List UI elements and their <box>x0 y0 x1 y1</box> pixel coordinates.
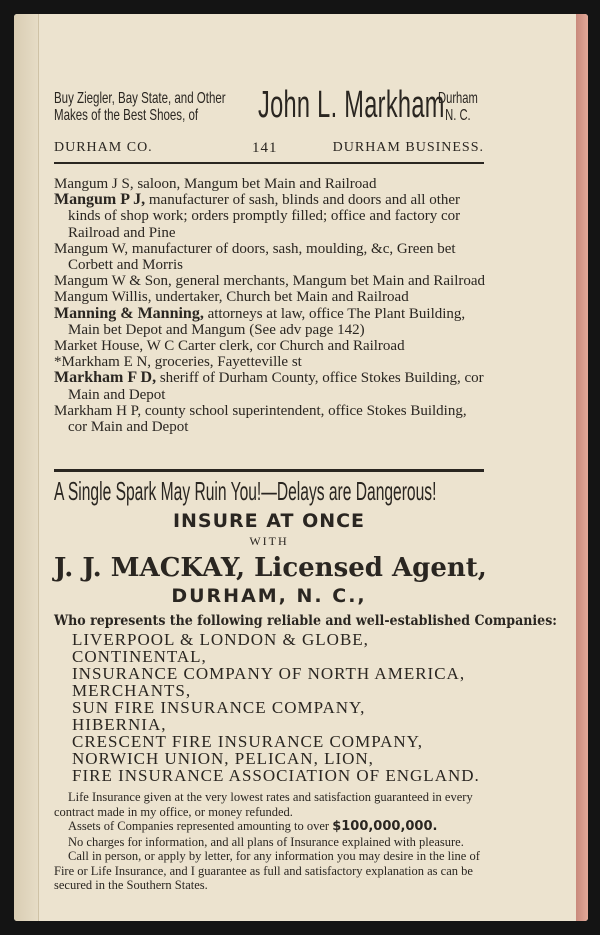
book-page <box>14 14 588 921</box>
advertisement-header <box>54 84 484 134</box>
directory-entry: Mangum W & Son, general merchants, Mangum bet Main and Railroad <box>54 273 486 290</box>
ad-headline: A Single Spark May Ruin You!—Delays are Dangerous! <box>54 476 437 506</box>
ad-agent-name: J. J. MACKAY, Licensed Agent, <box>54 553 487 583</box>
directory-entry: Mangum J S, saloon, Mangum bet Main and Railroad <box>54 176 377 192</box>
header-slogan-line-1: Buy Ziegler, Bay State, and Other <box>54 90 226 107</box>
header-merchant-name: John L. Markham <box>258 84 445 126</box>
company-item: FIRE INSURANCE ASSOCIATION OF ENGLAND. <box>72 766 480 785</box>
company-item: INSURANCE COMPANY OF NORTH AMERICA, <box>72 664 466 683</box>
book-spine-edge <box>576 14 588 921</box>
company-item: LIVERPOOL & LONDON & GLOBE, <box>72 630 369 649</box>
fine-print-life-insurance: Life Insurance given at the very lowest rates and satisfaction guaranteed in every contract made in my office, or money refunded. <box>54 790 473 819</box>
directory-entry: Mangum Willis, undertaker, Church bet Main and Railroad <box>54 289 409 306</box>
insurance-advertisement <box>54 476 557 893</box>
ad-represents-line: Who represents the following reliable and well-established Companies: <box>54 613 557 629</box>
directory-entry: *Markham E N, groceries, Fayetteville st <box>54 354 302 371</box>
ad-insure-line: INSURE AT ONCE <box>172 510 366 532</box>
directory-entry: Mangum W, manufacturer of doors, sash, moulding, &c, Green bet Corbett and Morris <box>54 240 456 274</box>
header-slogan-line-2: Makes of the Best Shoes, of <box>54 107 199 124</box>
previous-page-edge <box>14 14 39 921</box>
directory-entry: Markham H P, county school superintendent, office Stokes Building, cor Main and Depot <box>54 402 467 436</box>
running-head-rule <box>54 162 484 164</box>
running-head-left: DURHAM CO. <box>54 140 153 155</box>
company-item: MERCHANTS, <box>72 681 192 700</box>
directory-entries <box>54 176 486 435</box>
header-location-line-1: Durham <box>438 90 478 107</box>
assets-amount: $100,000,000. <box>332 819 438 834</box>
company-item: NORWICH UNION, PELICAN, LION, <box>72 749 374 768</box>
company-item: CRESCENT FIRE INSURANCE COMPANY, <box>72 732 423 751</box>
running-head <box>54 140 484 160</box>
header-location-line-2: N. C. <box>445 107 471 124</box>
ad-fine-print <box>54 790 484 893</box>
fine-print-assets: Assets of Companies represented amounting to over $100,000,000. <box>68 819 438 834</box>
header-location <box>438 90 478 124</box>
header-slogan <box>54 90 226 124</box>
ad-city: DURHAM, N. C., <box>171 585 367 607</box>
directory-entry: Manning & Manning, attorneys at law, office The Plant Building, Main bet Depot and Mangum (See adv page 142) <box>54 304 466 338</box>
page-number: 141 <box>252 140 278 156</box>
directory-entry: Mangum P J, manufacturer of sash, blinds and doors and all other kinds of shop work; orders promptly filled; office and factory cor Railroad and Pine <box>54 191 461 241</box>
company-item: HIBERNIA, <box>72 715 167 734</box>
company-item: SUN FIRE INSURANCE COMPANY, <box>72 698 366 717</box>
fine-print-no-charges: No charges for information, and all plans of Insurance explained with pleasure. <box>68 834 464 849</box>
advertisement-divider-rule <box>54 469 484 472</box>
company-list <box>72 631 484 784</box>
fine-print-call-in-person: Call in person, or apply by letter, for any information you may desire in the line of Fire or Life Insurance, and I guarantee as full and satisfactory explanation as can be secured in the Southern States. <box>54 849 480 892</box>
running-head-right: DURHAM BUSINESS. <box>332 140 484 155</box>
ad-with-line: WITH <box>249 534 289 548</box>
company-item: CONTINENTAL, <box>72 647 207 666</box>
directory-entry: Market House, W C Carter clerk, cor Church and Railroad <box>54 338 405 355</box>
directory-entry: Markham F D, sheriff of Durham County, office Stokes Building, cor Main and Depot <box>54 369 484 403</box>
